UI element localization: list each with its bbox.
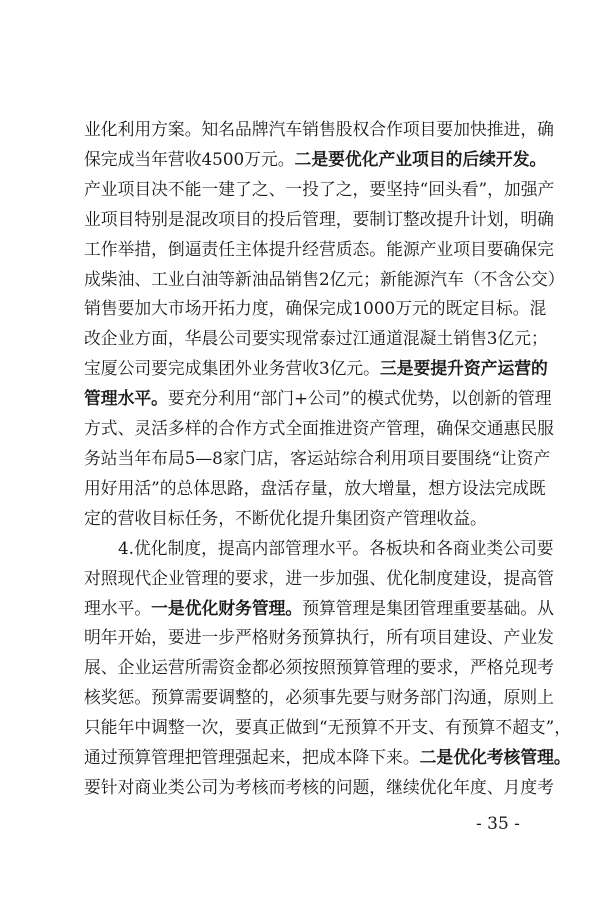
- text-line: [84, 292, 547, 324]
- text-line: [84, 442, 551, 474]
- text-line: [84, 233, 554, 265]
- text-segment: 核奖惩。预算需要调整的，必须事先要与财务部门沟通，原则上: [84, 687, 554, 708]
- text-line: [84, 502, 516, 534]
- text-segment: 业项目特别是混改项目的投后管理，要制订整改提升计划，明确: [84, 208, 554, 229]
- text-line: [84, 651, 554, 683]
- text-segment: 要针对商业类公司为考核而考核的问题，继续优化年度、月度考: [84, 777, 554, 797]
- text-segment: 用好用活”的总体思路，盘活存量，放大增量，想方设法完成既: [84, 477, 546, 498]
- bold-text-segment: 二是要优化产业项目的后续开发。: [294, 148, 547, 169]
- text-line: [84, 621, 554, 653]
- text-line: [84, 382, 552, 414]
- bold-text-segment: 管理水平。: [84, 388, 168, 409]
- text-segment: 通过预算管理把管理强起来，把成本降下来。: [84, 747, 420, 768]
- text-line: [84, 741, 571, 773]
- text-line: [84, 143, 547, 175]
- text-segment: 保完成当年营收4500万元。: [84, 148, 295, 169]
- text-segment: 要充分利用“部门+公司”的模式优势，以创新的管理: [167, 388, 552, 409]
- text-line: [84, 771, 554, 803]
- text-segment: 展、企业运营所需资金都必须按照预算管理的要求，严格兑现考: [84, 657, 554, 678]
- text-line: [84, 113, 554, 145]
- text-segment: 销售要加大市场开拓力度，确保完成1000万元的既定目标。混: [84, 298, 547, 319]
- bold-text-segment: 二是优化考核管理。: [419, 747, 571, 768]
- text-segment: 业化利用方案。知名品牌汽车销售股权合作项目要加快推进，确: [84, 119, 554, 139]
- text-line: [84, 592, 554, 624]
- page-number: - 35 -: [476, 814, 520, 834]
- text-line: [84, 173, 555, 205]
- text-segment: 定的营收目标任务，不断优化提升集团资产管理收益。: [84, 507, 487, 528]
- text-segment: 4.优化制度，提高内部管理水平。各板块和各商业类公司要: [118, 537, 554, 558]
- text-segment: 产业项目决不能一建了之、一投了之，要坚持“回头看”，加强产: [84, 178, 555, 199]
- text-segment: 预算管理是集团管理重要基础。从: [302, 597, 554, 618]
- bold-text-segment: 三是要提升资产运营的: [379, 358, 548, 379]
- text-line: [84, 472, 546, 504]
- text-segment: 工作举措，倒逼责任主体提升经营质态。能源产业项目要确保完: [84, 238, 554, 259]
- bold-text-segment: 一是优化财务管理。: [151, 597, 303, 618]
- text-segment: 宝厦公司要完成集团外业务营收3亿元。: [84, 358, 380, 379]
- text-line: [84, 203, 554, 235]
- text-segment: 对照现代企业管理的要求，进一步加强、优化制度建设，提高管: [84, 567, 554, 588]
- text-line: [84, 322, 548, 354]
- text-line: [84, 412, 554, 444]
- text-segment: 理水平。: [84, 597, 152, 618]
- text-line: [118, 532, 554, 564]
- text-line: [84, 263, 565, 295]
- text-segment: 改企业方面，华晨公司要实现常泰过江通道混凝土销售3亿元；: [84, 328, 548, 349]
- text-segment: 只能年中调整一次，要真正做到“无预算不开支、有预算不超支”，: [84, 717, 572, 738]
- text-segment: 明年开始，要进一步严格财务预算执行，所有项目建设、产业发: [84, 627, 554, 648]
- text-line: [84, 681, 554, 713]
- text-line: [84, 352, 548, 384]
- text-line: [84, 711, 572, 743]
- text-line: [84, 562, 554, 594]
- text-segment: 方式、灵活多样的合作方式全面推进资产管理，确保交通惠民服: [84, 418, 554, 439]
- text-segment: 务站当年布局5—8家门店，客运站综合利用项目要围绕“让资产: [84, 448, 551, 468]
- text-segment: 成柴油、工业白油等新油品销售2亿元；新能源汽车（不含公交）: [84, 268, 565, 289]
